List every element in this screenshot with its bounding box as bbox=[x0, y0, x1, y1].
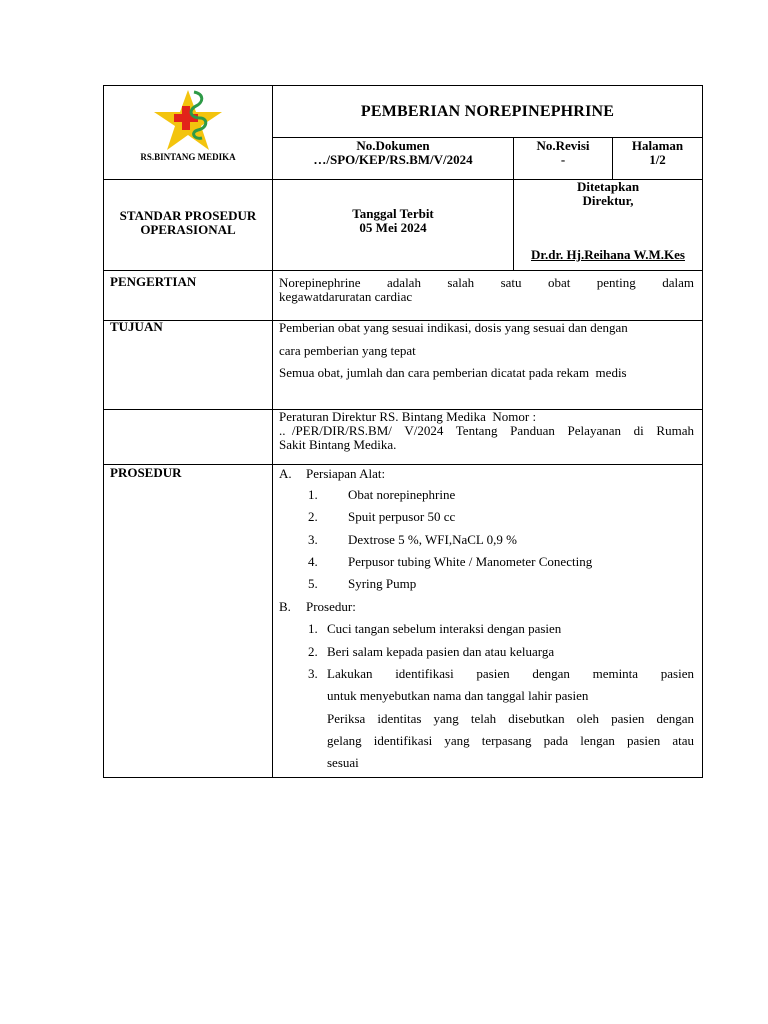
director-name: Dr.dr. Hj.Reihana W.M.Kes bbox=[531, 247, 685, 262]
table-border-right bbox=[702, 85, 703, 778]
table-border-left bbox=[103, 85, 104, 778]
step3-continuation-2: Periksa identitas yang telah disebutkan oleh pasien dengan bbox=[327, 711, 694, 726]
section-a-marker: A. bbox=[279, 466, 292, 481]
tool-item: Spuit perpusor 50 cc bbox=[348, 509, 456, 524]
director-title: Direktur, bbox=[582, 193, 634, 208]
tool-item-number: 5. bbox=[308, 576, 318, 591]
hospital-name: RS.BINTANG MEDIKA bbox=[140, 152, 236, 162]
document-title: PEMBERIAN NOREPINEPHRINE bbox=[360, 103, 615, 120]
tujuan-label: TUJUAN bbox=[110, 319, 163, 334]
step-number: 3. bbox=[308, 666, 318, 681]
step3-continuation-4: sesuai bbox=[327, 755, 359, 770]
page-label: Halaman bbox=[631, 138, 684, 153]
step-number: 2. bbox=[308, 644, 318, 659]
tool-item-number: 2. bbox=[308, 509, 318, 524]
table-border-bottom bbox=[103, 777, 703, 778]
pengertian-line1: Norepinephrine adalah salah satu obat penting dalam bbox=[279, 275, 694, 290]
tool-item-number: 3. bbox=[308, 532, 318, 547]
pengertian-label: PENGERTIAN bbox=[110, 274, 197, 289]
row-divider bbox=[103, 464, 703, 465]
revision-value: - bbox=[560, 152, 566, 167]
issue-date-label: Tanggal Terbit bbox=[352, 206, 434, 221]
kebijakan-line1: Peraturan Direktur RS. Bintang Medika Nomor : bbox=[279, 409, 537, 424]
tool-item-number: 1. bbox=[308, 487, 318, 502]
section-a-title: Persiapan Alat: bbox=[306, 466, 386, 481]
sop-label-line1: STANDAR PROSEDUR bbox=[119, 208, 257, 223]
kebijakan-line2: .. /PER/DIR/RS.BM/ V/2024 Tentang Panduan Pelayanan di Rumah bbox=[279, 423, 694, 438]
table-col-divider bbox=[272, 85, 273, 778]
hospital-logo-icon bbox=[150, 88, 226, 154]
table-border-top bbox=[103, 85, 703, 86]
step-number: 1. bbox=[308, 621, 318, 636]
tool-item: Syring Pump bbox=[348, 576, 417, 591]
tujuan-line1: Pemberian obat yang sesuai indikasi, dosis yang sesuai dan dengan bbox=[279, 320, 628, 335]
sop-label-line2: OPERASIONAL bbox=[140, 222, 236, 237]
tujuan-line3: Semua obat, jumlah dan cara pemberian dicatat pada rekam medis bbox=[279, 365, 627, 380]
kebijakan-line3: Sakit Bintang Medika. bbox=[279, 437, 397, 452]
approved-label: Ditetapkan bbox=[576, 179, 640, 194]
tool-item: Obat norepinephrine bbox=[348, 487, 456, 502]
doc-number-value: …/SPO/KEP/RS.BM/V/2024 bbox=[313, 152, 473, 167]
tool-item: Dextrose 5 %, WFI,NaCL 0,9 % bbox=[348, 532, 517, 547]
revision-label: No.Revisi bbox=[536, 138, 590, 153]
row-divider bbox=[103, 270, 703, 271]
section-b-marker: B. bbox=[279, 599, 291, 614]
step-item: Cuci tangan sebelum interaksi dengan pasien bbox=[327, 621, 562, 636]
tujuan-line2: cara pemberian yang tepat bbox=[279, 343, 416, 358]
doc-number-label: No.Dokumen bbox=[356, 138, 430, 153]
tool-item-number: 4. bbox=[308, 554, 318, 569]
prosedur-label: PROSEDUR bbox=[110, 465, 182, 480]
step-item: Beri salam kepada pasien dan atau keluarga bbox=[327, 644, 555, 659]
page-value: 1/2 bbox=[649, 152, 666, 167]
section-b-title: Prosedur: bbox=[306, 599, 356, 614]
tool-item: Perpusor tubing White / Manometer Conecting bbox=[348, 554, 593, 569]
pengertian-line2: kegawatdaruratan cardiac bbox=[279, 289, 413, 304]
step3-continuation-1: untuk menyebutkan nama dan tanggal lahir pasien bbox=[327, 688, 589, 703]
step-item: Lakukan identifikasi pasien dengan meminta pasien bbox=[327, 666, 694, 681]
issue-date-value: 05 Mei 2024 bbox=[359, 220, 427, 235]
step3-continuation-3: gelang identifikasi yang terpasang pada lengan pasien atau bbox=[327, 733, 694, 748]
